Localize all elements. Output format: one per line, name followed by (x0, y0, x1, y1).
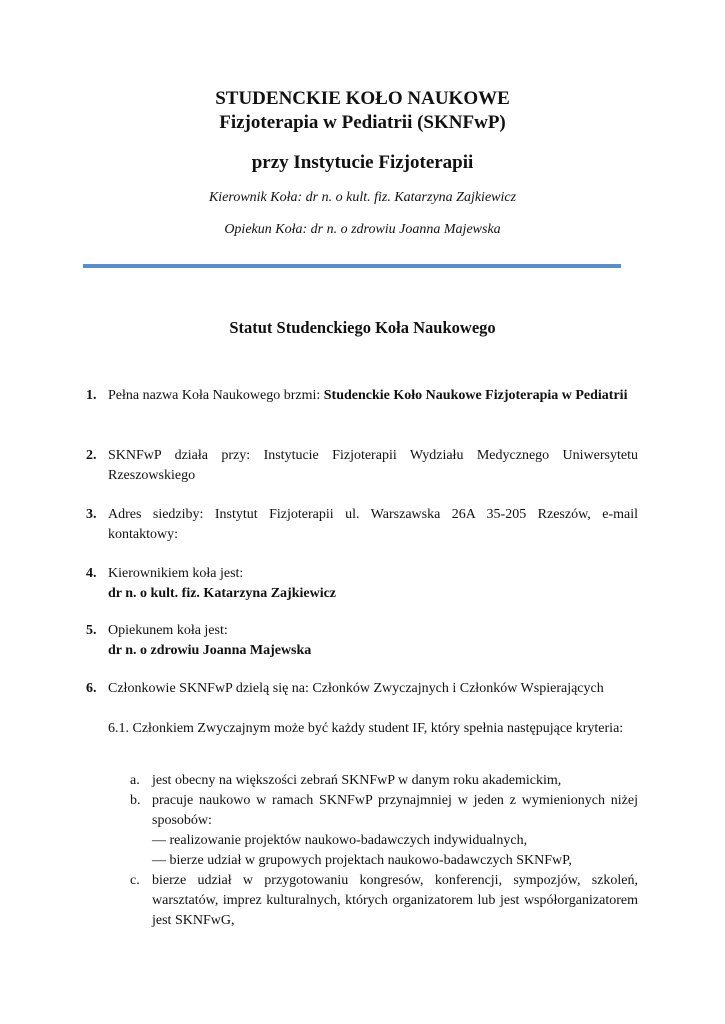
title-line-2: Fizjoterapia w Pediatrii (SKNFwP) (219, 112, 506, 133)
criterion-letter: c. (130, 873, 140, 888)
item-number: 4. (86, 566, 97, 581)
list-item-5 (86, 621, 638, 661)
item-number: 3. (86, 507, 97, 522)
item-text: Adres siedziby: Instytut Fizjoterapii ul. Warszawska 26A 35-205 Rzeszów, e-mail kontaktowy: (108, 507, 638, 542)
item-bold-text: dr n. o kult. fiz. Katarzyna Zajkiewicz (108, 586, 337, 601)
list-item-1 (86, 386, 638, 406)
item-bold-text: Studenckie Koło Naukowe Fizjoterapia w Pediatrii (323, 388, 628, 403)
item-number: 6. (86, 681, 97, 696)
criterion-c (130, 871, 638, 931)
list-item-3 (86, 505, 638, 545)
item-number: 2. (86, 448, 97, 463)
criterion-letter: a. (130, 773, 140, 788)
document-title (60, 87, 665, 135)
item-text: Pełna nazwa Koła Naukowego brzmi: (108, 388, 324, 403)
item-number: 5. (86, 623, 97, 638)
item-text: Opiekunem koła jest: (108, 623, 228, 638)
supervisor-line: Opiekun Koła: dr n. o zdrowiu Joanna Majewska (224, 222, 501, 237)
statute-title: Statut Studenckiego Koła Naukowego (229, 318, 496, 337)
leader-line: Kierownik Koła: dr n. o kult. fiz. Katarzyna Zajkiewicz (208, 190, 517, 205)
criterion-text: bierze udział w przygotowaniu kongresów, konferencji, sympozjów, szkoleń, warsztatów, imprez kulturalnych, których organizatorem lub jest współorganizatorem jest SKNFwG, (152, 873, 638, 928)
criterion-dash-item: –– realizowanie projektów naukowo-badawczych indywidualnych, (152, 833, 528, 848)
item-number: 1. (86, 388, 97, 403)
item-text: Członkowie SKNFwP dzielą się na: Członków Zwyczajnych i Członków Wspierających (108, 681, 604, 696)
criterion-letter: b. (130, 793, 141, 808)
item-bold-text: dr n. o zdrowiu Joanna Majewska (108, 643, 312, 658)
criterion-text: jest obecny na większości zebrań SKNFwP w danym roku akademickim, (152, 773, 562, 788)
criterion-a (130, 771, 638, 791)
title-line-3: przy Instytucie Fizjoterapii (251, 152, 474, 173)
item-text: Kierownikiem koła jest: (108, 566, 244, 581)
subsection-6-1: 6.1. Członkiem Zwyczajnym może być każdy student IF, który spełnia następujące kryteria: (108, 721, 624, 736)
criterion-text: pracuje naukowo w ramach SKNFwP przynajmniej w jeden z wymienionych niżej sposobów: (152, 793, 638, 828)
list-item-6 (86, 679, 638, 699)
list-item-4 (86, 564, 638, 604)
title-line-1: STUDENCKIE KOŁO NAUKOWE (215, 88, 510, 109)
list-item-2 (86, 446, 638, 486)
item-text: SKNFwP działa przy: Instytucie Fizjoterapii Wydziału Medycznego Uniwersytetu Rzeszowskiego (108, 448, 638, 483)
criterion-dash-item: –– bierze udział w grupowych projektach naukowo-badawczych SKNFwP, (152, 853, 572, 868)
header-divider (83, 264, 621, 268)
criterion-b (130, 791, 638, 871)
